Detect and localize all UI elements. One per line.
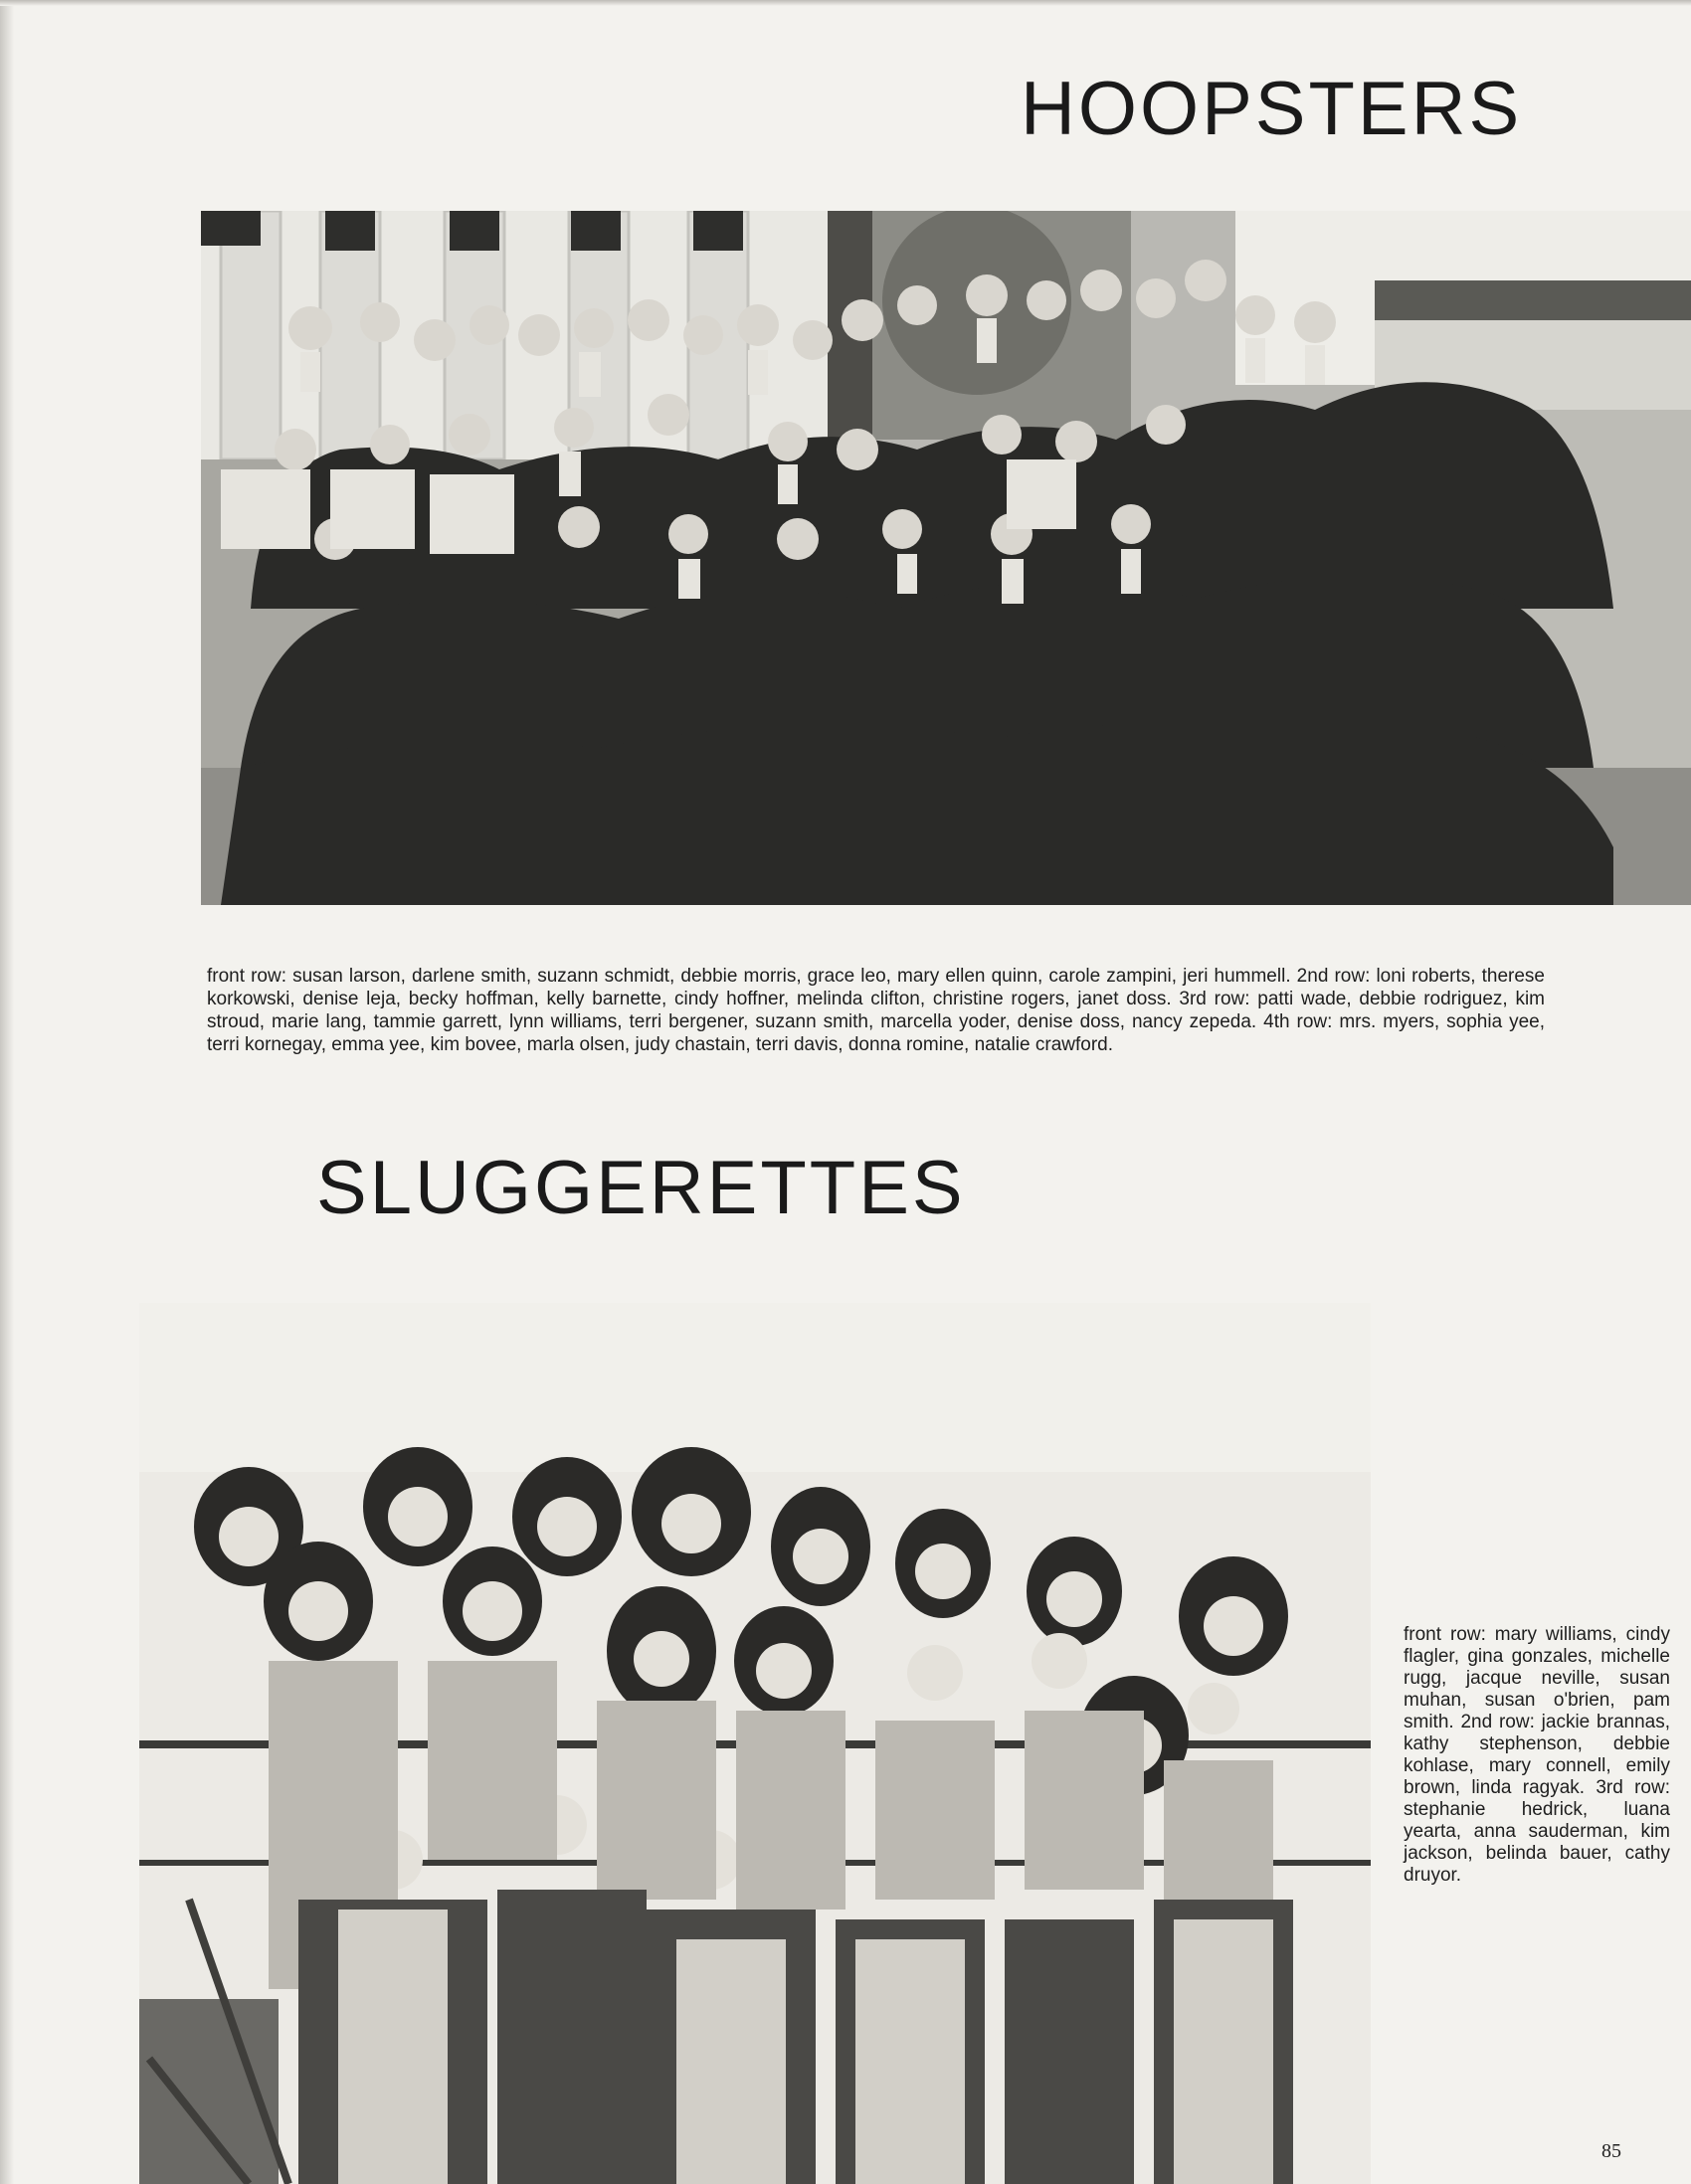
sluggerettes-team-photo	[139, 1303, 1371, 2184]
page-edge-top	[0, 0, 1691, 6]
hoopsters-heading: HOOPSTERS	[1021, 67, 1523, 151]
sluggerettes-photo-image	[139, 1303, 1371, 2184]
hoopsters-caption: front row: susan larson, darlene smith, suzann schmidt, debbie morris, grace leo, mary ellen quinn, carole zampini, jeri hummell. 2nd row: loni roberts, therese korkowski, denise leja, becky hoffman, kelly barnette, cindy hoffner, melinda clifton, christine rogers, janet doss. 3rd row: patti wade, debbie rodriguez, kim stroud, marie lang, tammie garrett, lynn williams, terri bergener, suzann smith, marcella yoder, denise doss, nancy zepeda. 4th row: mrs. myers, sophia yee, terri kornegay, emma yee, kim bovee, marla olsen, judy chastain, terri davis, donna romine, natalie crawford.	[207, 966, 1545, 1055]
page-edge	[0, 0, 14, 2184]
sluggerettes-caption: front row: mary williams, cindy flagler, gina gonzales, michelle rugg, jacque neville, susan muhan, susan o'brien, pam smith. 2nd row: jackie brannas, kathy stephenson, debbie kohlase, mary connell, emily brown, linda ragyak. 3rd row: stephanie hedrick, luana yearta, anna sauderman, kim jackson, belinda bauer, cathy druyor.	[1404, 1624, 1670, 1886]
hoopsters-team-photo	[201, 211, 1691, 905]
page-number: 85	[1601, 2140, 1621, 2162]
sluggerettes-heading: SLUGGERETTES	[316, 1146, 966, 1230]
hoopsters-photo-image	[201, 211, 1691, 905]
